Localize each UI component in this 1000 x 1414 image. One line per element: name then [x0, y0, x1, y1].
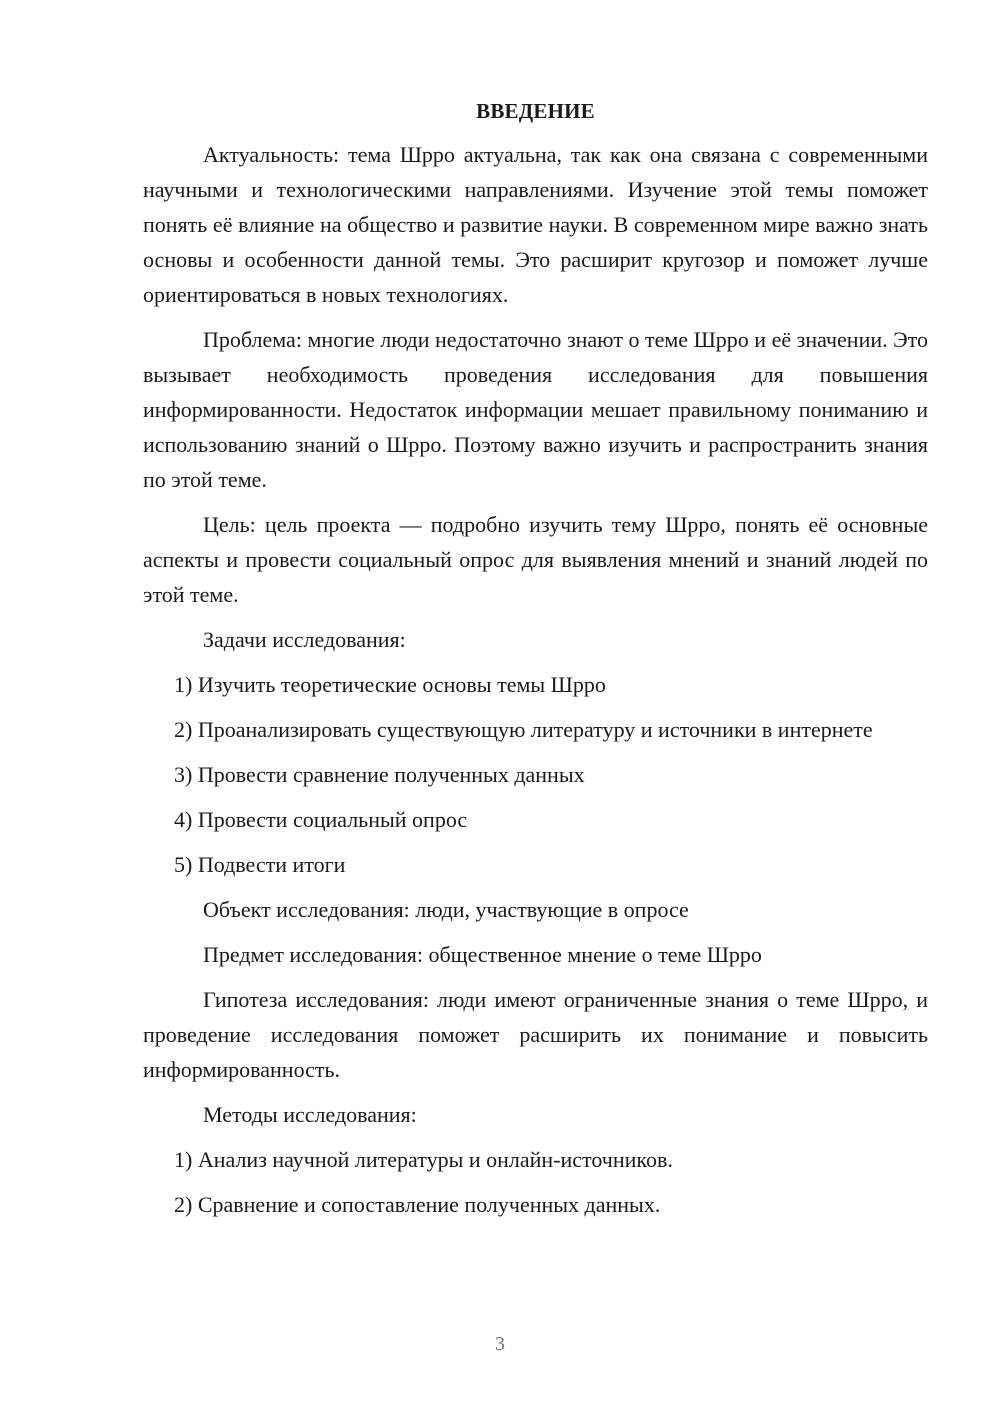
task-item: 3) Провести сравнение полученных данных	[174, 762, 585, 787]
task-item: 4) Провести социальный опрос	[174, 807, 468, 832]
methods-heading: Методы исследования:	[203, 1102, 417, 1127]
problem-paragraph: Проблема: многие люди недостаточно знают о теме Шрро и её значении. Это вызывает необходимость проведения исследования для повышения информированности. Недостаток информации мешает правильному пониманию и использованию знаний о Шрро. Поэтому важно изучить и распространить знания по этой теме.	[143, 327, 928, 492]
section-title: ВВЕДЕНИЕ	[476, 99, 595, 123]
tasks-heading: Задачи исследования:	[203, 627, 406, 652]
method-item: 1) Анализ научной литературы и онлайн-источников.	[174, 1147, 673, 1172]
method-item: 2) Сравнение и сопоставление полученных данных.	[174, 1192, 661, 1217]
research-object: Объект исследования: люди, участвующие в опросе	[203, 897, 689, 922]
task-item: 5) Подвести итоги	[174, 852, 346, 877]
page-number: 3	[495, 1333, 505, 1355]
hypothesis-paragraph: Гипотеза исследования: люди имеют ограниченные знания о теме Шрро, и проведение исследования поможет расширить их понимание и повысить информированность.	[143, 987, 928, 1082]
task-item: 1) Изучить теоретические основы темы Шрро	[174, 672, 606, 697]
task-item: 2) Проанализировать существующую литературу и источники в интернете	[174, 717, 873, 742]
research-subject: Предмет исследования: общественное мнение о теме Шрро	[203, 942, 762, 967]
goal-paragraph: Цель: цель проекта — подробно изучить тему Шрро, понять её основные аспекты и провести социальный опрос для выявления мнений и знаний людей по этой теме.	[143, 512, 928, 607]
page-content	[143, 96, 928, 1232]
relevance-paragraph: Актуальность: тема Шрро актуальна, так как она связана с современными научными и технологическими направлениями. Изучение этой темы поможет понять её влияние на общество и развитие науки. В современном мире важно знать основы и особенности данной темы. Это расширит кругозор и поможет лучше ориентироваться в новых технологиях.	[143, 142, 928, 307]
